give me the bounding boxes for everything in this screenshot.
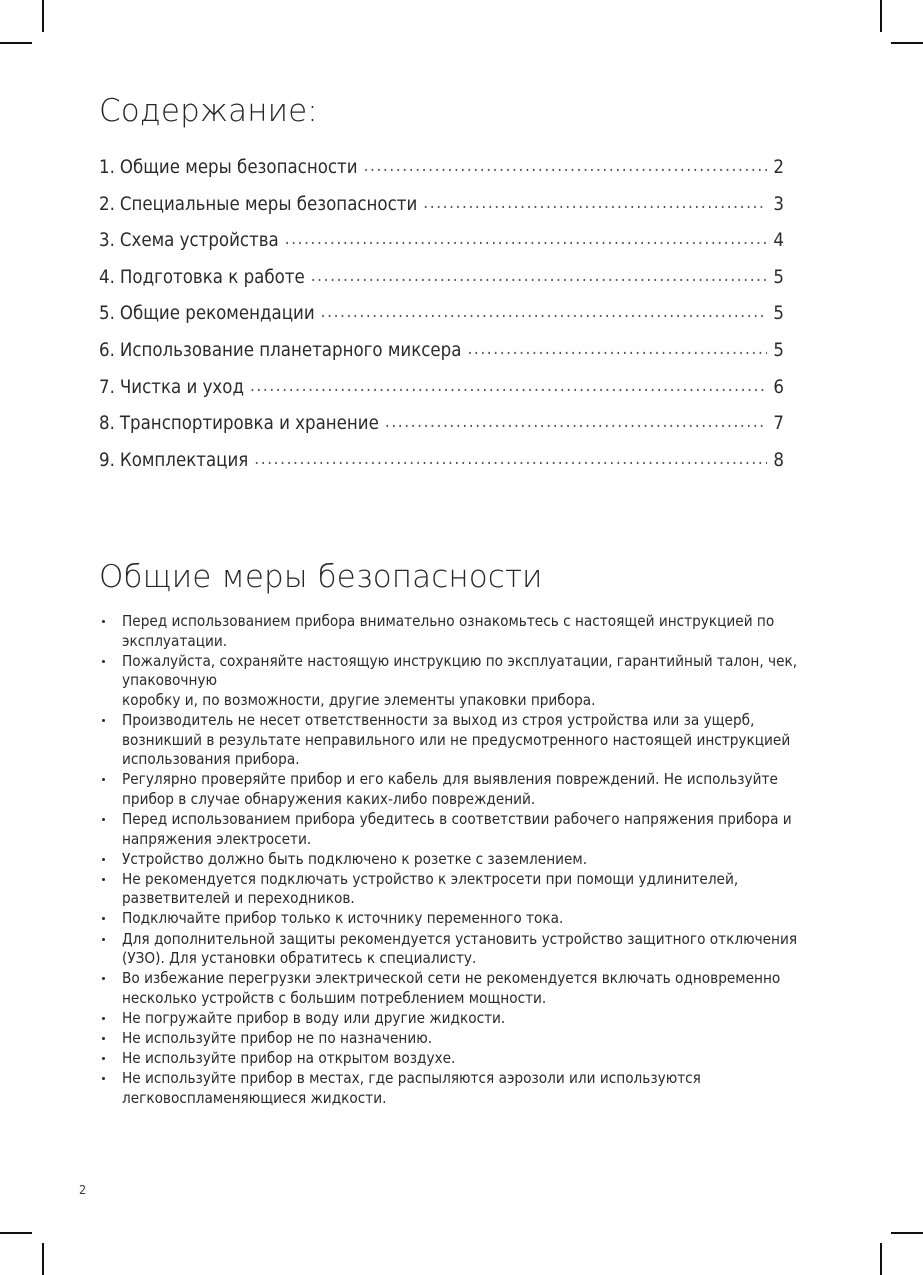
bullet-dot-icon (102, 660, 105, 663)
toc-entry-page-number: 4 (773, 230, 784, 252)
crop-mark-bottom-right-vertical (880, 1243, 882, 1275)
toc-entry-label: Общие рекомендации (119, 303, 315, 325)
toc-dot-leader (364, 149, 767, 185)
safety-bullet-item (99, 850, 821, 870)
toc-entry-label: Использование планетарного миксера (119, 339, 462, 361)
toc-entry-number: 5. (99, 303, 115, 325)
toc-entry-label: Общие меры безопасности (119, 157, 358, 178)
toc-entry-page-number: 7 (773, 413, 784, 435)
bullet-dot-icon (102, 620, 105, 623)
toc-entry[interactable] (99, 296, 784, 333)
toc-entry-label: Схема устройства (119, 230, 279, 252)
toc-entry-label: Специальные меры безопасности (119, 193, 418, 215)
safety-bullet-item (99, 909, 821, 929)
bullet-dot-icon (102, 719, 105, 722)
toc-entry-number: 6. (99, 339, 115, 361)
crop-mark-top-left-horizontal (0, 42, 32, 44)
bullet-dot-icon (102, 878, 105, 881)
crop-mark-bottom-right-horizontal (891, 1232, 923, 1234)
bullet-dot-icon (102, 977, 105, 980)
bullet-dot-icon (102, 1037, 105, 1040)
safety-bullet-item (99, 711, 821, 770)
toc-entry-page-number: 5 (773, 266, 784, 288)
toc-dot-leader (321, 295, 767, 331)
toc-entry-number: 8. (99, 413, 115, 435)
toc-entry-label: Подготовка к работе (119, 266, 305, 288)
safety-bullet-item (99, 1049, 821, 1069)
bullet-dot-icon (102, 1077, 105, 1080)
toc-entry-number: 9. (99, 449, 115, 471)
toc-dot-leader (385, 405, 767, 441)
safety-bullet-text: Перед использованием прибора убедитесь в соответствии рабочего напряжения прибора и напряжения электросети. (122, 809, 792, 848)
toc-entry-number: 3. (99, 230, 115, 252)
safety-bullet-text: Пожалуйста, сохраняйте настоящую инструкцию по эксплуатации, гарантийный талон, чек, упаковочную коробку и, по возможности, другие элементы упаковки прибора. (122, 651, 798, 709)
crop-mark-bottom-left-vertical (42, 1243, 44, 1275)
safety-bullet-text: Не используйте прибор не по назначению. (122, 1028, 433, 1047)
toc-entry-page-number: 5 (773, 303, 784, 325)
toc-dot-leader (254, 442, 767, 478)
toc-entry[interactable] (99, 150, 784, 187)
safety-bullet-text: Производитель не несет ответственности за выход из строя устройства или за ущерб, возникший в результате неправильного или не предусмотренного настоящей инструкцией использования прибора. (122, 710, 791, 769)
toc-entry-label: Комплектация (119, 449, 249, 471)
toc-entry-page-number: 2 (773, 157, 784, 178)
toc-dot-leader (311, 259, 767, 295)
safety-bullet-text: Подключайте прибор только к источнику переменного тока. (122, 909, 564, 928)
toc-entry[interactable] (99, 187, 784, 224)
toc-dot-leader (467, 332, 767, 368)
safety-bullet-item (99, 652, 821, 711)
toc-entry-page-number: 3 (773, 193, 784, 215)
bullet-dot-icon (102, 818, 105, 821)
bullet-dot-icon (102, 938, 105, 941)
toc-dot-leader (285, 222, 767, 258)
crop-mark-top-right-horizontal (891, 42, 923, 44)
safety-bullet-item (99, 930, 821, 969)
toc-entry-page-number: 6 (773, 376, 784, 398)
safety-bullet-item (99, 1069, 821, 1108)
toc-dot-leader (250, 369, 767, 405)
toc-entry-label: Транспортировка и хранение (119, 413, 379, 435)
toc-dot-leader (423, 186, 767, 222)
safety-bullet-text: Перед использованием прибора внимательно ознакомьтесь с настоящей инструкцией по эксплуатации. (122, 612, 775, 650)
safety-bullet-item (99, 969, 821, 1008)
toc-entry-number: 1. (99, 157, 115, 178)
bullet-dot-icon (102, 1057, 105, 1060)
safety-bullet-text: Во избежание перегрузки электрической сети не рекомендуется включать одновременно несколько устройств с большим потреблением мощности. (122, 969, 781, 1007)
toc-entry-page-number: 8 (773, 449, 784, 471)
safety-bullet-text: Не используйте прибор в местах, где распыляются аэрозоли или используются легковоспламеняющиеся жидкости. (122, 1069, 701, 1107)
safety-bullet-text: Не используйте прибор на открытом воздухе. (122, 1049, 456, 1068)
toc-entry-number: 4. (99, 266, 115, 288)
safety-bullet-item (99, 1009, 821, 1029)
table-of-contents-title: Содержание: (99, 93, 318, 129)
crop-mark-top-left-vertical (42, 0, 44, 32)
safety-bullet-item (99, 810, 821, 849)
bullet-dot-icon (102, 858, 105, 861)
safety-bullet-item (99, 1029, 821, 1049)
safety-bullet-text: Не рекомендуется подключать устройство к электросети при помощи удлинителей, разветвителей и переходников. (122, 869, 739, 908)
safety-bullet-text: Не погружайте прибор в воду или другие жидкости. (122, 1008, 506, 1027)
section-title-general-safety: Общие меры безопасности (99, 559, 543, 595)
safety-bullet-text: Для дополнительной защиты рекомендуется установить устройство защитного отключения (УЗО). Для установки обратитесь к специалисту. (122, 929, 798, 968)
safety-bullet-item (99, 612, 821, 651)
crop-mark-top-right-vertical (880, 0, 882, 32)
toc-entry[interactable] (99, 406, 784, 443)
bullet-dot-icon (102, 1017, 105, 1020)
toc-entry[interactable] (99, 260, 784, 297)
table-of-contents (99, 150, 784, 479)
bullet-dot-icon (102, 778, 105, 781)
safety-bullet-item (99, 770, 821, 809)
crop-mark-bottom-left-horizontal (0, 1232, 32, 1234)
toc-entry[interactable] (99, 370, 784, 407)
general-safety-bullet-list (99, 612, 821, 1109)
toc-entry-number: 7. (99, 376, 115, 398)
toc-entry-label: Чистка и уход (119, 376, 244, 398)
safety-bullet-text: Устройство должно быть подключено к розетке с заземлением. (122, 849, 588, 868)
bullet-dot-icon (102, 917, 105, 920)
toc-entry[interactable] (99, 223, 784, 260)
safety-bullet-text: Регулярно проверяйте прибор и его кабель для выявления повреждений. Не используйте прибор в случае обнаружения каких-либо повреждений. (122, 770, 778, 808)
toc-entry-page-number: 5 (773, 339, 784, 361)
page-number: 2 (79, 1182, 87, 1197)
toc-entry-number: 2. (99, 193, 115, 215)
toc-entry[interactable] (99, 443, 784, 480)
toc-entry[interactable] (99, 333, 784, 370)
safety-bullet-item (99, 870, 821, 909)
